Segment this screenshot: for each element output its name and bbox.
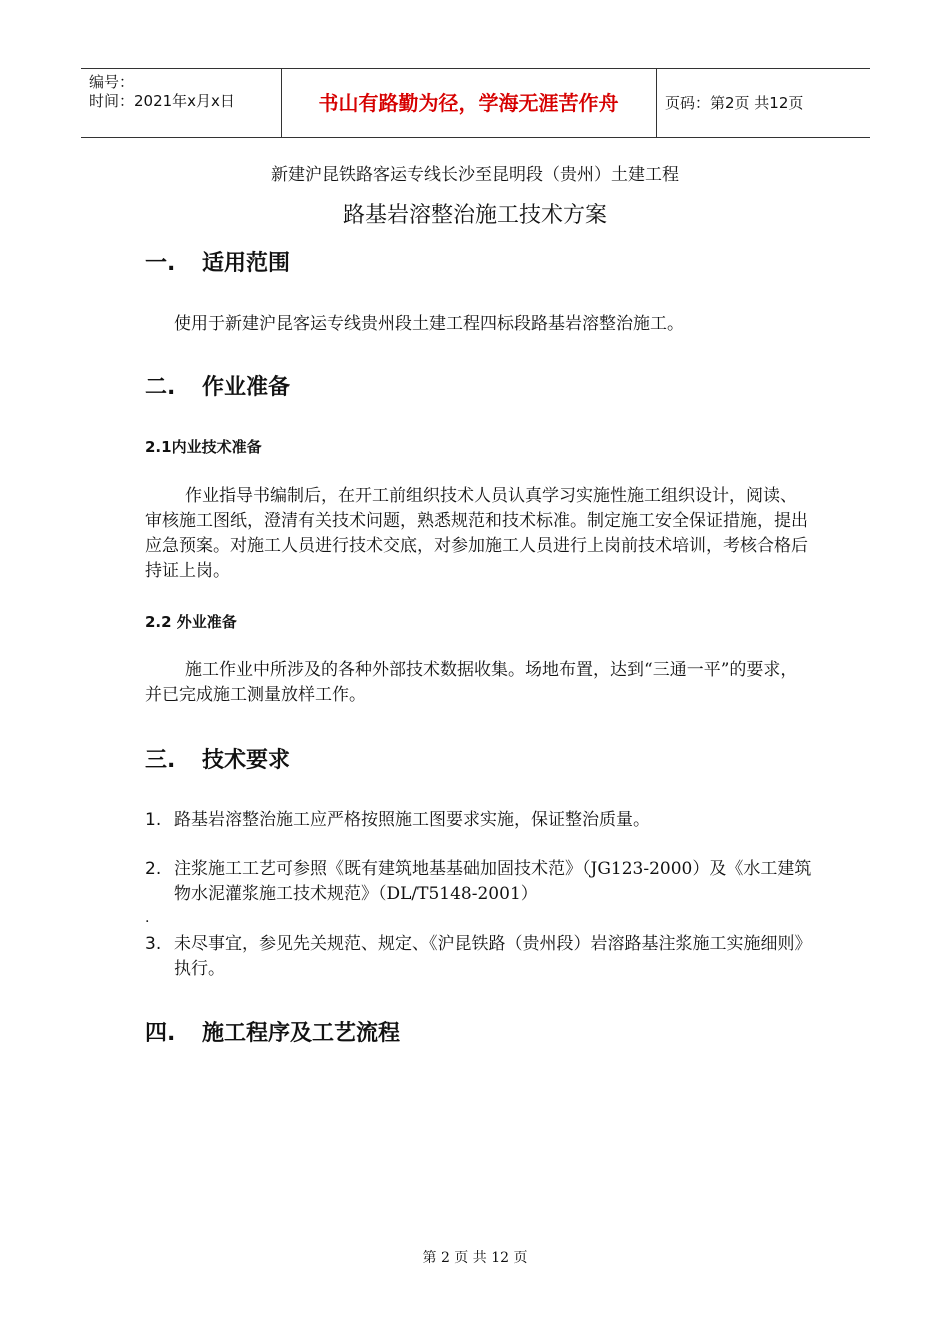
section-heading-2 (145, 370, 290, 401)
section-heading-1 (145, 246, 290, 277)
section-number: 二. (145, 375, 176, 400)
requirement-item (145, 857, 815, 907)
section-title: 适用范围 (202, 251, 291, 276)
header-meta (89, 73, 235, 111)
subsection-heading-2-1: 2.1内业技术准备 (145, 438, 262, 456)
section-number: 一. (145, 251, 176, 276)
subsection-2-2-body: 施工作业中所涉及的各种外部技术数据收集。场地布置，达到“三通一平”的要求，并已完成施工测量放样工作。 (145, 660, 798, 705)
item-number: 3. (145, 934, 162, 954)
requirement-item (145, 932, 815, 982)
item-number: 2. (145, 859, 162, 879)
item-text: 未尽事宜，参见先关规范、规定、《沪昆铁路（贵州段）岩溶路基注浆施工实施细则》执行。 (174, 934, 812, 979)
page-header (81, 68, 870, 138)
header-motto: 书山有路勤为径，学海无涯苦作舟 (318, 91, 619, 115)
section-title: 技术要求 (202, 748, 291, 773)
section-title: 作业准备 (202, 375, 291, 400)
section-number: 四. (145, 1021, 176, 1046)
document-title: 路基岩溶整治施工技术方案 (342, 203, 607, 228)
stray-dot: . (145, 910, 150, 926)
section-1-body: 使用于新建沪昆客运专线贵州段土建工程四标段路基岩溶整治施工。 (174, 314, 684, 334)
code-label: 编号： (89, 73, 135, 91)
section-number: 三. (145, 748, 176, 773)
section-title: 施工程序及工艺流程 (202, 1021, 401, 1046)
requirement-item (145, 808, 815, 833)
header-divider (656, 69, 657, 137)
item-text: 注浆施工工艺可参照《既有建筑地基基础加固技术范》（JG123-2000）及《水工建筑物水泥灌浆施工技术规范》（DL/T5148-2001） (174, 859, 812, 904)
section-heading-3 (145, 743, 290, 774)
item-number: 1. (145, 810, 162, 830)
subsection-heading-2-2: 2.2 外业准备 (145, 613, 237, 631)
header-page-info: 页码：第2页 共12页 (665, 94, 804, 112)
subsection-2-1-body: 作业指导书编制后，在开工前组织技术人员认真学习实施性施工组织设计，阅读、审核施工图纸，澄清有关技术问题，熟悉规范和技术标准。制定施工安全保证措施，提出应急预案。对施工人员进行技术交底，对参加施工人员进行上岗前技术培训，考核合格后持证上岗。 (145, 486, 808, 581)
date-label: 时间：2021年x月x日 (89, 92, 235, 110)
item-text: 路基岩溶整治施工应严格按照施工图要求实施，保证整治质量。 (174, 810, 650, 830)
document-org: 新建沪昆铁路客运专线长沙至昆明段（贵州）土建工程 (271, 165, 679, 185)
page-footer: 第 2 页 共 12 页 (422, 1250, 528, 1266)
section-heading-4 (145, 1016, 400, 1047)
